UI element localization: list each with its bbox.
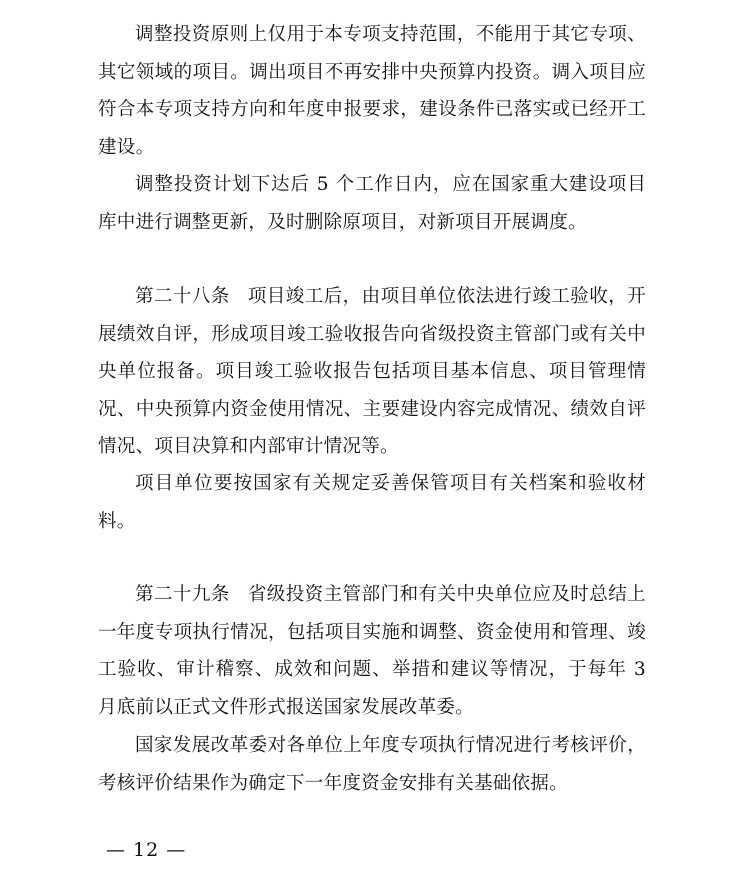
- article-29-text: 省级投资主管部门和有关中央单位应及时总结上一年度专项执行情况，包括项目实施和调整、资金使用和管理、竣工验收、审计稽察、成效和问题、举措和建议等情况，于每年 3 月底前以正式文件形式报送国家发展改革委。: [98, 584, 646, 718]
- paragraph-investment-adjustment-scope: 调整投资原则上仅用于本专项支持范围，不能用于其它专项、其它领域的项目。调出项目不再安排中央预算内投资。调入项目应符合本专项支持方向和年度申报要求，建设条件已落实或已经开工建设。: [98, 24, 646, 158]
- article-number-29: 第二十九条: [135, 584, 230, 605]
- article-28-text: 项目竣工后，由项目单位依法进行竣工验收，开展绩效自评，形成项目竣工验收报告向省级投资主管部门或有关中央单位报备。项目竣工验收报告包括项目基本信息、项目管理情况、中央预算内资金使用情况、主要建设内容完成情况、绩效自评情况、项目决算和内部审计情况等。: [98, 286, 646, 457]
- paragraph-archive-keeping: 项目单位要按国家有关规定妥善保管项目有关档案和验收材料。: [98, 473, 646, 532]
- paragraph-adjustment-update-deadline: 调整投资计划下达后 5 个工作日内，应在国家重大建设项目库中进行调整更新，及时删除原项目，对新项目开展调度。: [98, 174, 646, 233]
- page-number: — 12 —: [106, 839, 187, 861]
- paragraph-assessment-evaluation: 国家发展改革委对各单位上年度专项执行情况进行考核评价，考核评价结果作为确定下一年度资金安排有关基础依据。: [98, 735, 646, 794]
- article-number-28: 第二十八条: [135, 286, 230, 307]
- paragraph-article-29: [98, 576, 646, 726]
- paragraph-article-28: [98, 278, 646, 466]
